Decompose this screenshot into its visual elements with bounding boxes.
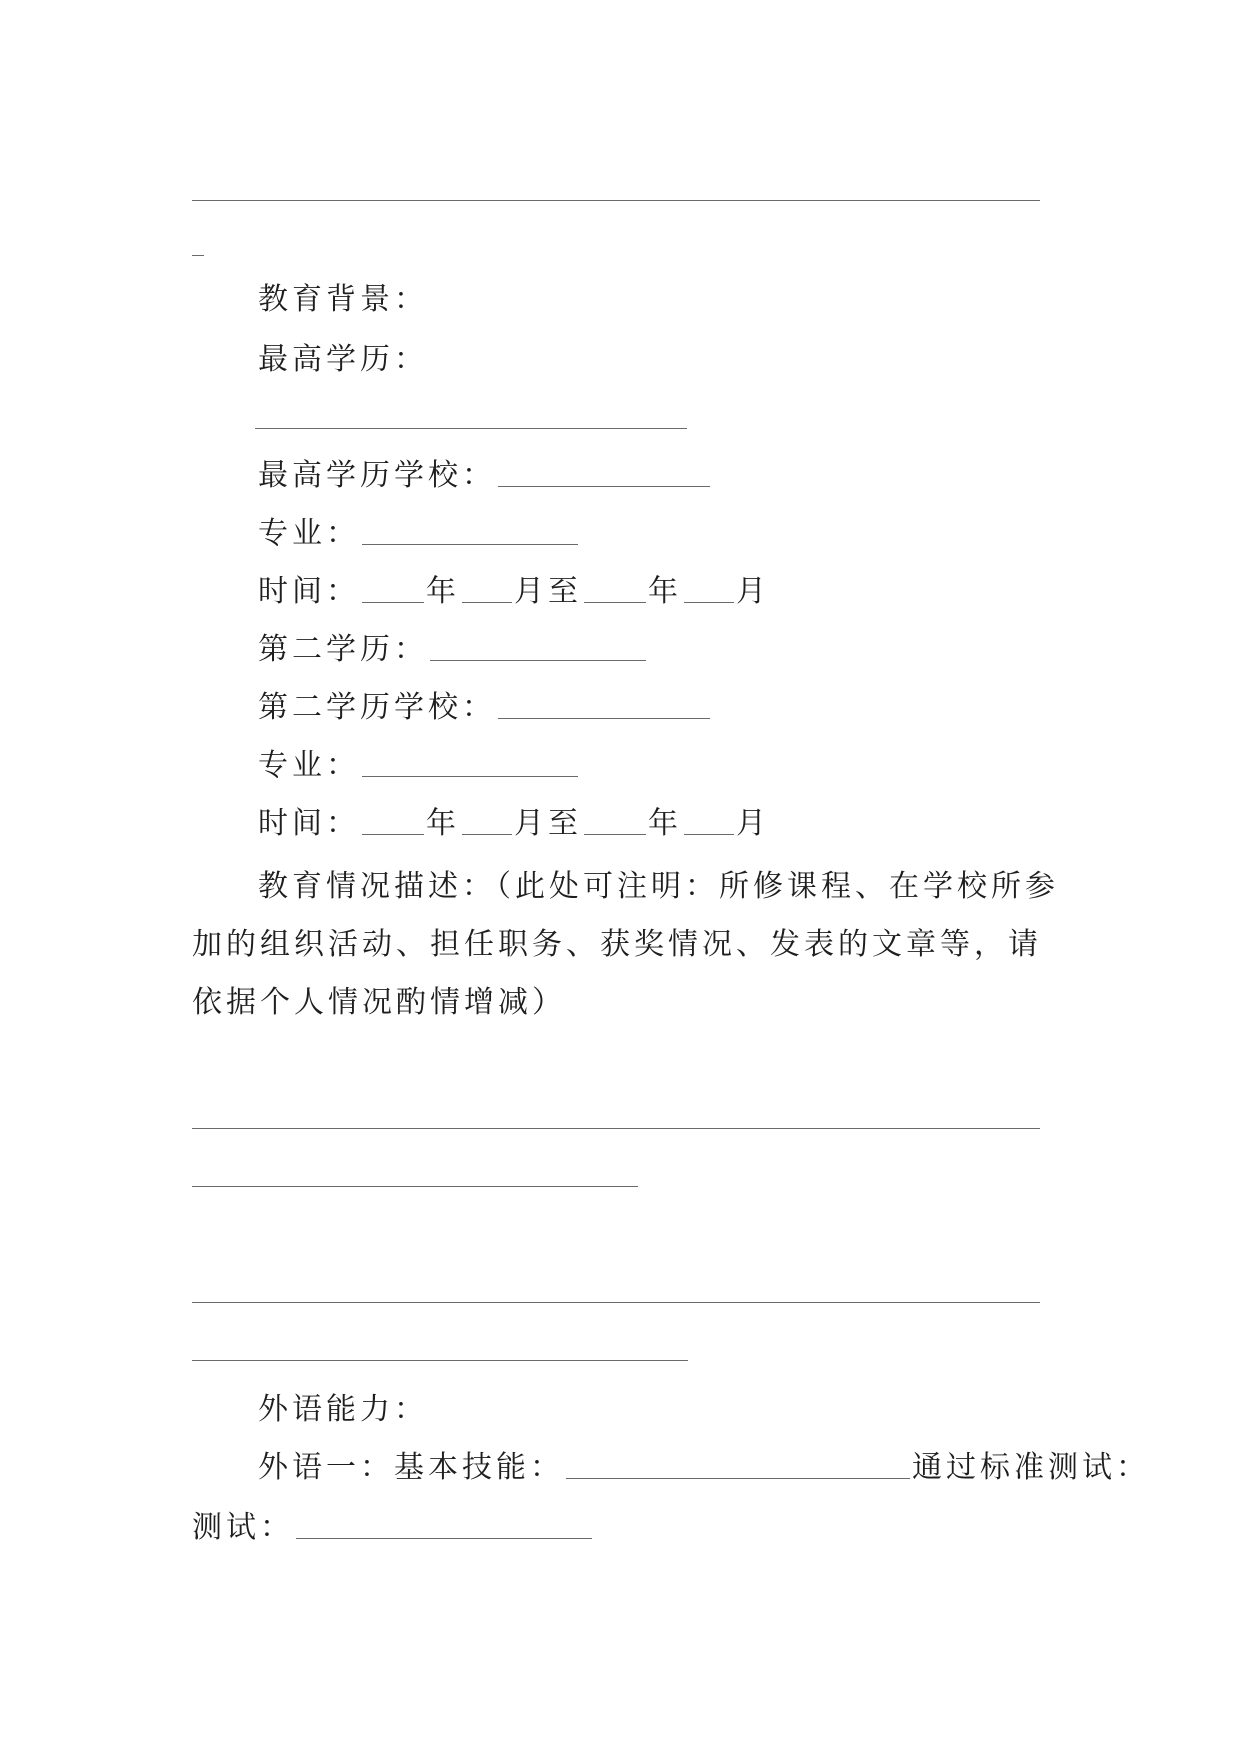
major2-blank[interactable] bbox=[362, 775, 578, 777]
time2-start-month-blank[interactable] bbox=[462, 833, 512, 835]
major2-row bbox=[258, 746, 580, 786]
description-line-3[interactable] bbox=[192, 1302, 1040, 1307]
time2-label: 时间： bbox=[258, 806, 360, 841]
test-row bbox=[192, 1508, 594, 1548]
highest-school-label: 最高学历学校： bbox=[258, 458, 496, 493]
major2-label: 专业： bbox=[258, 748, 360, 783]
month2-text-2: 月 bbox=[736, 806, 770, 841]
top-fill-line[interactable] bbox=[192, 200, 1040, 205]
month2-text: 月 bbox=[514, 806, 548, 841]
major-label: 专业： bbox=[258, 516, 360, 551]
description-line-2[interactable] bbox=[192, 1186, 638, 1191]
highest-school-blank[interactable] bbox=[498, 485, 710, 487]
second-school-row bbox=[258, 688, 712, 728]
time2-start-year-blank[interactable] bbox=[362, 833, 424, 835]
education-heading: 教育背景： bbox=[258, 282, 428, 317]
test-label-tail: 测试： bbox=[192, 1510, 294, 1545]
second-degree-row bbox=[258, 630, 648, 670]
education-description: 教育情况描述：（此处可注明：所修课程、在学校所参加的组织活动、担任职务、获奖情况、发表的文章等，请依据个人情况酌情增减） bbox=[192, 869, 1059, 1020]
time-start-year-blank[interactable] bbox=[362, 601, 424, 603]
language-heading: 外语能力： bbox=[258, 1392, 428, 1427]
month-text-2: 月 bbox=[736, 574, 770, 609]
second-school-label: 第二学历学校： bbox=[258, 690, 496, 725]
year2-text: 年 bbox=[426, 806, 460, 841]
highest-degree-blank[interactable] bbox=[255, 428, 687, 433]
second-school-blank[interactable] bbox=[498, 717, 710, 719]
highest-school-row bbox=[258, 456, 712, 496]
time-start-month-blank[interactable] bbox=[462, 601, 512, 603]
lang1-label: 外语一：基本技能： bbox=[258, 1450, 564, 1485]
test-blank[interactable] bbox=[296, 1537, 592, 1539]
second-degree-blank[interactable] bbox=[430, 659, 646, 661]
time-end-year-blank[interactable] bbox=[584, 601, 646, 603]
lang1-row bbox=[258, 1448, 1150, 1488]
time2-end-month-blank[interactable] bbox=[684, 833, 734, 835]
year-text-2: 年 bbox=[648, 574, 682, 609]
year2-text-2: 年 bbox=[648, 806, 682, 841]
description-line-4[interactable] bbox=[192, 1360, 688, 1365]
time2-end-year-blank[interactable] bbox=[584, 833, 646, 835]
time-label: 时间： bbox=[258, 574, 360, 609]
description-line-1[interactable] bbox=[192, 1128, 1040, 1133]
major-row bbox=[258, 514, 580, 554]
top-fill-line-tail[interactable] bbox=[192, 255, 204, 260]
time-row bbox=[258, 572, 770, 612]
major-blank[interactable] bbox=[362, 543, 578, 545]
month-text: 月 bbox=[514, 574, 548, 609]
lang1-skill-blank[interactable] bbox=[566, 1477, 910, 1479]
time-end-month-blank[interactable] bbox=[684, 601, 734, 603]
second-degree-label: 第二学历： bbox=[258, 632, 428, 667]
to2-text: 至 bbox=[548, 806, 582, 841]
year-text: 年 bbox=[426, 574, 460, 609]
time2-row bbox=[258, 804, 770, 844]
highest-degree-label: 最高学历： bbox=[258, 342, 428, 377]
to-text: 至 bbox=[548, 574, 582, 609]
pass-label: 通过标准测试： bbox=[912, 1450, 1150, 1485]
